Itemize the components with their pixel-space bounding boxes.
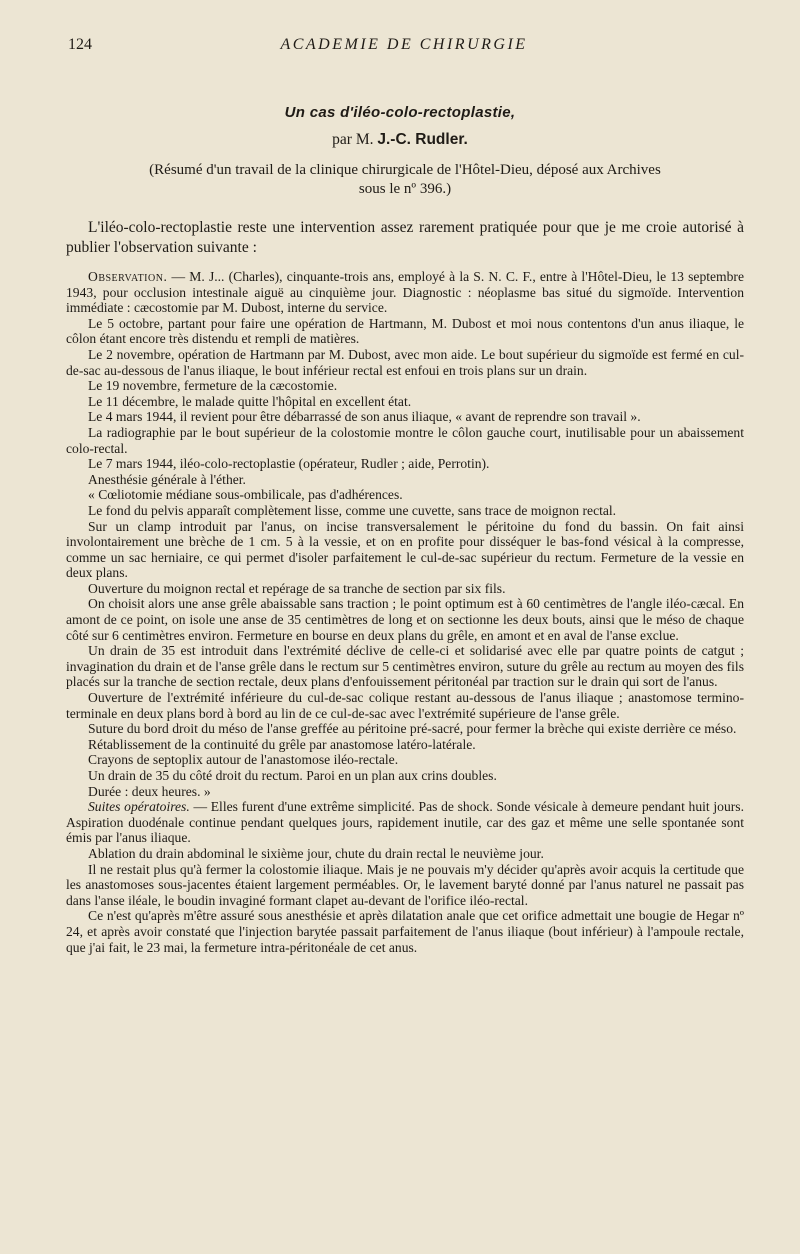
article-summary: (Résumé d'un travail de la clinique chirurgicale de l'Hôtel-Dieu, déposé aux Archives sous le nº 396.) [149,162,661,197]
body-paragraph: Sur un clamp introduit par l'anus, on incise transversalement le péritoine du fond du bassin. On fait ainsi involontairement une brèche de 1 cm. 5 à la vessie, et on en profite pour disséquer le bas-fond vésical à la compresse, comme un sac herniaire, ce qui permet d'isoler parfaitement le cul-de-sac supérieur du rectum. Fermeture de la vessie en deux plans. [66,518,744,581]
body-paragraph: « Cœliotomie médiane sous-ombilicale, pas d'adhérences. [88,487,403,503]
intro-paragraph: L'iléo-colo-rectoplastie reste une intervention assez rarement pratiquée pour que je me croie autorisé à publier l'observation suivante : [66,219,744,256]
body-paragraph: Rétablissement de la continuité du grêle par anastomose latéro-latérale. [88,736,476,752]
body-paragraph: Le 11 décembre, le malade quitte l'hôpital en excellent état. [88,393,412,409]
body-paragraph: Le 19 novembre, fermeture de la cæcostomie. [88,378,338,394]
observation-text: — M. J... (Charles), cinquante-trois ans, employé à la S. N. C. F., entre à l'Hôtel-Dieu, le 13 septembre 1943, pour occlusion intestinale aiguë au cinquième jour. Diagnostic : néoplasme bas situé du sigmoïde. Intervention immédiate : cæcostomie par M. Dubost, interne du service. [66,269,744,316]
body-paragraph: Le 7 mars 1944, iléo-colo-rectoplastie (opérateur, Rudler ; aide, Perrotin). [88,456,490,472]
body-paragraph: Le 4 mars 1944, il revient pour être débarrassé de son anus iliaque, « avant de reprendre son travail ». [88,409,641,425]
body-paragraph: Il ne restait plus qu'à fermer la colostomie iliaque. Mais je ne pouvais m'y décider qu'après avoir acquis la certitude que les anastomoses sous-jacentes étaient largement perméables. Or, le lavement baryté donné par l'anus naturel ne passait pas dans l'anse iléale, le boudin invaginé formant clapet au-devant de l'orifice iléo-rectal. [66,861,744,908]
body-paragraph: Suture du bord droit du méso de l'anse greffée au péritoine pré-sacré, pour fermer la brèche qui existe derrière ce méso. [88,721,737,737]
body-paragraph: Un drain de 35 est introduit dans l'extrémité déclive de celle-ci et solidarisé avec elle par quatre points de catgut ; invagination du drain et de l'anse grêle dans le rectum sur 5 centimètres environ, suture du grêle au rectum au moyen des fils placés sur la tranche de section rectale, deux plans d'enfouissement péritonéal par traction sur le drain qui sort de l'anus. [66,643,744,690]
body-paragraph: Le 2 novembre, opération de Hartmann par M. Dubost, avec mon aide. Le bout supérieur du sigmoïde est fermé en cul-de-sac au-dessous de l'anus iliaque, le bout inférieur rectal est enfoui en trois plans sur un drain. [66,346,744,378]
author-name: J.-C. Rudler. [377,131,468,148]
byline-prefix: par M. [332,131,374,148]
suites-text: — Elles furent d'une extrême simplicité. Pas de shock. Sonde vésicale à demeure pendant huit jours. Aspiration duodénale continue pendant quelques jours, rapidement inutile, car des gaz et même une selle spontanée sont émis par l'anus iliaque. [66,799,744,846]
running-head: ACADEMIE DE CHIRURGIE [280,36,528,53]
article-title: Un cas d'iléo-colo-rectoplastie, [284,104,516,121]
body-paragraph: Anesthésie générale à l'éther. [88,471,246,487]
body-paragraph: Ouverture du moignon rectal et repérage de sa tranche de section par six fils. [88,580,506,596]
page-header [68,36,740,60]
body-paragraph: Durée : deux heures. » [88,783,211,799]
body-paragraph: Le 5 octobre, partant pour faire une opération de Hartmann, M. Dubost et moi nous contentons d'un anus iliaque, le côlon étant encore très distendu et rempli de matières. [66,315,744,347]
body-paragraph: On choisit alors une anse grêle abaissable sans traction ; le point optimum est à 60 centimètres de l'angle iléo-cæcal. En amont de ce point, on isole une anse de 35 centimètres de long et on sectionne les deux bouts, ainsi que le méso de chaque côté sur 6 centimètres environ. Fermeture en bourse en deux plans du grêle, en amont et en aval de l'anse exclue. [66,596,744,643]
body-paragraph: Ce n'est qu'après m'être assuré sous anesthésie et après dilatation anale que cet orifice admettait une bougie de Hegar nº 24, et après avoir constaté que l'injection barytée passait parfaitement de l'anus iliaque (bout inférieur) à l'ampoule rectale, que j'ai fait, le 23 mai, la fermeture intra-péritonéale de cet anus. [66,908,744,955]
body-paragraph: Ablation du drain abdominal le sixième jour, chute du drain rectal le neuvième jour. [88,845,544,861]
article-body [66,269,744,955]
body-paragraph: Ouverture de l'extrémité inférieure du cul-de-sac colique restant au-dessous de l'anus iliaque ; anastomose termino-terminale en deux plans bord à bord au lin de ce cul-de-sac avec l'extrémité supérieure de l'anse grêle. [66,690,744,721]
page-number: 124 [68,36,92,53]
body-paragraph: La radiographie par le bout supérieur de la colostomie montre le côlon gauche court, inutilisable pour un abaissement colo-rectal. [66,424,744,456]
suites-paragraph [66,799,744,846]
observation-label: Observation. [88,269,168,284]
body-paragraph: Le fond du pelvis apparaît complètement lisse, comme une cuvette, sans trace de moignon rectal. [88,502,617,518]
body-paragraph: Crayons de septoplix autour de l'anastomose iléo-rectale. [88,752,399,768]
observation-paragraph [66,269,744,316]
byline [0,131,800,149]
suites-label: Suites opératoires. [88,799,190,815]
body-paragraph: Un drain de 35 du côté droit du rectum. Paroi en un plan aux crins doubles. [88,768,497,783]
